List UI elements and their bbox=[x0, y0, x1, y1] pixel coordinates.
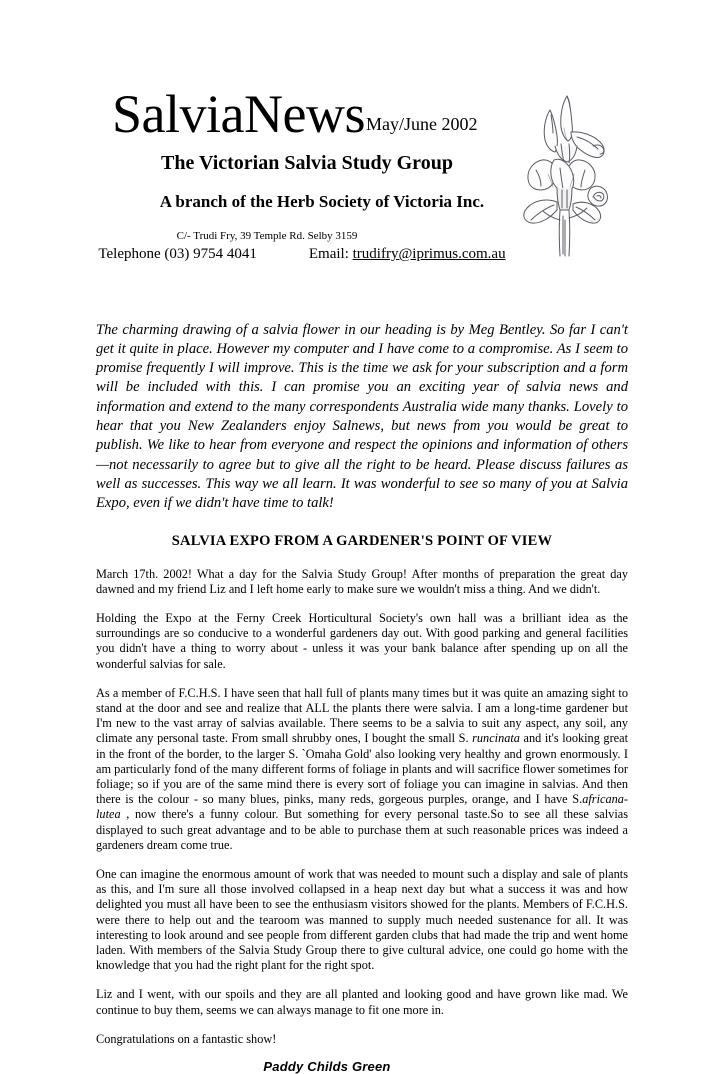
telephone-text: Telephone (03) 9754 4041 bbox=[98, 246, 257, 262]
organisation-name: The Victorian Salvia Study Group bbox=[161, 152, 453, 174]
salvia-flower-drawing-icon bbox=[505, 84, 617, 280]
article-paragraph-species bbox=[96, 686, 628, 853]
species-name-africana-lutea: africana- lutea bbox=[96, 792, 628, 822]
article-closing-line: Congratulations on a fantastic show! bbox=[96, 1031, 277, 1046]
email-link[interactable]: trudifry@iprimus.com.au bbox=[352, 246, 506, 262]
article-paragraph-4: One can imagine the enormous amount of work that was needed to mount such a display and sale of plants as this, and I'm sure all those involved collapsed in a heap next day but what a success it was and how delighted you must all have been to see the enthusiasm visitors showed for the plants. Members of F.C.H.S. were there to help out and the tearoom was manned to supply much needed sustenance for all. It was interesting to look around and see people from different garden clubs that had made the trip and went home laden. With members of the Salvia Study Group there to give cultural advice, one could go home with the knowledge that you had the right plant for the right spot. bbox=[96, 867, 628, 973]
affiliation-line: A branch of the Herb Society of Victoria Inc. bbox=[159, 192, 485, 211]
title-word-salvia: Salvia bbox=[112, 84, 244, 144]
document-body bbox=[96, 306, 628, 1074]
title-word-news: News bbox=[243, 84, 365, 144]
newsletter-title bbox=[112, 84, 365, 144]
species-para-run-1: As a member of F.C.H.S. I have seen that hall full of plants many times but it was quite an amazing sight to stand at the door and see and realize that ALL the plants there were salvia. I am a long-time gardener but I'm new to the vast array of salvias available. There seems to be a salvia to suit any aspect, any soil, any climate any personal taste. From small shrubby ones, I bought the small S. bbox=[96, 685, 628, 746]
article-byline: Paddy Childs Green bbox=[263, 1059, 391, 1074]
species-name-runcinata: runcinata bbox=[472, 731, 520, 746]
article-paragraph-5: Liz and I went, with our spoils and they are all planted and looking good and have grown like mad. We continue to buy them, seems we can always manage to fit one more in. bbox=[96, 987, 628, 1017]
email-label: Email: bbox=[308, 246, 349, 262]
issue-date: May/June 2002 bbox=[365, 114, 478, 134]
postal-address: C/- Trudi Fry, 39 Temple Rd. Selby 3159 bbox=[176, 230, 358, 242]
species-para-run-2: and it's looking great in the front of the border, to the larger S. `Omaha Gold' also looking very healthy and grown enormously. I am particularly fond of the many different forms of foliage in plants and will sacrifice flower sometimes for foliage; so if you are of the same mind there is every sort of foliage you can imagine in salvias. And then there is the colour - so many blues, pinks, many reds, gorgeous purples, orange, and I have S. bbox=[96, 731, 628, 807]
article-paragraph-2: Holding the Expo at the Ferny Creek Horticultural Society's own hall was a brilliant idea as the surroundings are so conducive to a wonderful gardeners day out. With good parking and general facilities you didn't have a thing to worry about - unless it was your bank balance after spending up on all the wonderful salvias for sale. bbox=[96, 610, 628, 671]
article-heading: SALVIA EXPO FROM A GARDENER'S POINT OF VIEW bbox=[171, 532, 553, 549]
species-para-run-3: , now there's a funny colour. But something for every personal taste.So to see all these salvias displayed to such great advantage and to be able to purchase them at such reasonable prices was indeed a gardeners dream come true. bbox=[96, 807, 628, 852]
article-paragraph-1: March 17th. 2002! What a day for the Salvia Study Group! After months of preparation the great day dawned and my friend Liz and I left home early to make sure we wouldn't miss a thing. And we didn't. bbox=[96, 566, 628, 596]
editors-intro-paragraph: The charming drawing of a salvia flower in our heading is by Meg Bentley. So far I can't get it quite in place. However my computer and I have come to a compromise. As I seem to promise frequently I will improve. This is the time we ask for your subscription and a form will be included with this. I can promise you an exciting year of salvia news and information and extend to the many correspondents Australia wide many thanks. Lovely to hear that you New Zealanders enjoy Salnews, but news from you would be great to publish. We like to hear from everyone and respect the opinions and information of others—not necessarily to agree but to give all the right to be heard. Please discuss failures as well as successes. This way we all learn. It was wonderful to see so many of you at Salvia Expo, even if we didn't have time to talk! bbox=[96, 321, 628, 512]
